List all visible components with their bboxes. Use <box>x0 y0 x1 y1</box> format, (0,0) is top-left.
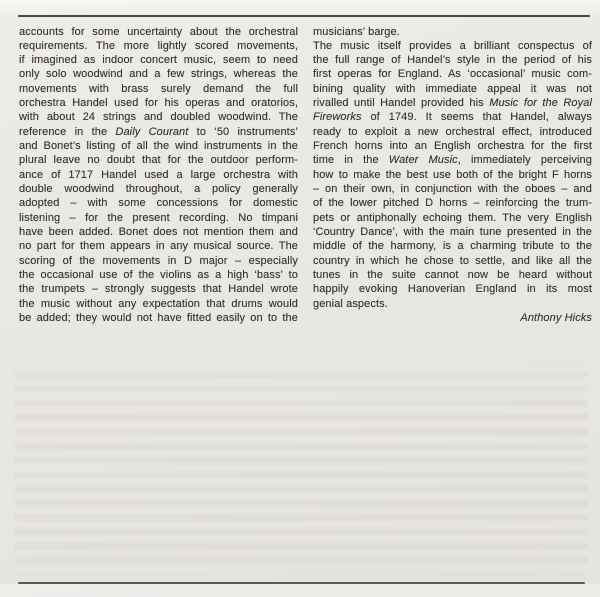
text-line <box>19 311 298 325</box>
text-line <box>19 39 298 53</box>
text-segment: listening – for the present recording. No timpani <box>19 211 298 224</box>
text-segment: accounts for some uncertainty about the orchestral <box>19 25 298 38</box>
text-line <box>313 211 592 225</box>
text-segment: the occasional use of the violins as a high ‘bass’ to <box>19 269 298 282</box>
text-segment: happily evoking Hanoverian England in its most <box>313 283 592 296</box>
text-segment: first operas for England. As ‘occasional’ music com- <box>313 68 592 81</box>
page-top-edge-highlight <box>0 0 600 15</box>
text-segment: no part for them appears in any musical source. The <box>19 240 298 253</box>
text-segment: only solo woodwind and a few strings, whereas the <box>19 68 298 81</box>
text-segment: have been added. Bonet does not mention them and <box>19 226 298 239</box>
text-line <box>313 268 592 282</box>
text-segment: of 1749. It seems that Handel, always <box>361 111 592 124</box>
text-segment: movements with brass surely demand the full <box>19 82 298 95</box>
page-showthrough-texture <box>14 357 588 581</box>
text-segment: French horns into an English orchestra for the first <box>313 140 592 153</box>
text-segment: with about 24 strings and doubled woodwind. The <box>19 111 298 124</box>
text-segment: the music without any expectation that drums would <box>19 297 298 310</box>
text-line <box>19 96 298 110</box>
text-line <box>19 268 298 282</box>
top-rule <box>18 15 590 17</box>
text-line <box>19 282 298 296</box>
text-line <box>313 182 592 196</box>
text-segment: pets or antiphonally echoing them. The very English <box>313 211 592 224</box>
text-segment: orchestra Handel used for his operas and oratorios, <box>19 97 298 110</box>
italic-text-segment: Music for the Royal <box>489 97 592 110</box>
text-segment: be added; they would not have fitted easily on to the <box>19 312 298 325</box>
text-line <box>313 239 592 253</box>
text-column-left <box>19 25 298 326</box>
text-line <box>313 153 592 167</box>
text-line <box>313 125 592 139</box>
text-line <box>313 25 592 39</box>
text-segment: ‘Country Dance’, with the main tune presented in the <box>313 226 592 239</box>
text-segment: plural leave no doubt that for the outdoor perform- <box>19 154 298 167</box>
text-segment: time in the <box>313 154 389 167</box>
text-column-right <box>313 25 592 326</box>
text-segment: , immediately perceiving <box>457 154 592 167</box>
text-segment: ready to exploit a new orchestral effect, introduced <box>313 125 592 138</box>
text-segment: middle of the harmony, is a charming tribute to the <box>313 240 592 253</box>
text-line <box>313 139 592 153</box>
text-line <box>19 239 298 253</box>
text-line <box>19 110 298 124</box>
text-line <box>313 110 592 124</box>
text-line <box>19 53 298 67</box>
text-segment: – on their own, in conjunction with the oboes – and <box>313 183 592 196</box>
text-line <box>19 168 298 182</box>
text-line <box>313 297 592 311</box>
text-segment: of the lower pitched D horns – reinforcing the trum- <box>313 197 592 210</box>
text-segment: requirements. The more lightly scored movements, <box>19 39 298 52</box>
text-segment: ance of 1717 Handel used a large orchestra with <box>19 168 298 181</box>
text-segment: the trumpets – strongly suggests that Handel wrote <box>19 283 298 296</box>
text-line <box>19 196 298 210</box>
text-segment: reference in the <box>19 125 116 138</box>
text-line <box>313 39 592 53</box>
text-line <box>19 211 298 225</box>
text-line <box>19 254 298 268</box>
italic-text-segment: Anthony Hicks <box>520 312 592 325</box>
text-line <box>313 254 592 268</box>
text-line <box>313 53 592 67</box>
text-segment: double woodwind throughout, a policy generally <box>19 183 298 196</box>
text-line <box>19 125 298 139</box>
italic-text-segment: Water Music <box>388 154 458 167</box>
italic-text-segment: Fireworks <box>313 111 362 124</box>
text-segment: the full range of Handel’s style in the period of his <box>313 54 592 67</box>
byline <box>313 311 592 325</box>
text-line <box>313 96 592 110</box>
text-line <box>313 82 592 96</box>
text-line <box>313 67 592 81</box>
text-line <box>313 282 592 296</box>
text-segment: if imagined as indoor concert music, seem to need <box>19 54 298 67</box>
text-segment: bining quality with immediate appeal it was not <box>313 82 592 95</box>
text-line <box>19 139 298 153</box>
text-segment: scoring of the movements in D major – especially <box>19 254 298 267</box>
text-segment: rivalled until Handel provided his <box>313 97 490 110</box>
text-segment: The music itself provides a brilliant conspectus of <box>313 39 592 52</box>
text-segment: country in which he chose to settle, and like all the <box>313 254 592 267</box>
text-line <box>19 182 298 196</box>
text-segment: musicians’ barge. <box>313 25 400 38</box>
text-segment: to ‘50 instruments’ <box>188 125 298 138</box>
text-line <box>19 82 298 96</box>
text-line <box>19 25 298 39</box>
text-segment: genial aspects. <box>313 297 388 310</box>
text-segment: tunes in the suite cannot now be heard without <box>313 269 592 282</box>
page-bottom-edge-highlight <box>0 584 600 597</box>
italic-text-segment: Daily Courant <box>115 125 189 138</box>
text-line <box>19 153 298 167</box>
text-line <box>313 225 592 239</box>
text-line <box>19 225 298 239</box>
text-segment: adopted – with some concessions for domestic <box>19 197 298 210</box>
text-line <box>313 168 592 182</box>
text-line <box>313 196 592 210</box>
text-line <box>19 297 298 311</box>
text-line <box>19 67 298 81</box>
text-segment: and Bonet’s listing of all the wind instruments in the <box>19 140 298 153</box>
text-segment: how to make the best use both of the bright F horns <box>313 168 592 181</box>
